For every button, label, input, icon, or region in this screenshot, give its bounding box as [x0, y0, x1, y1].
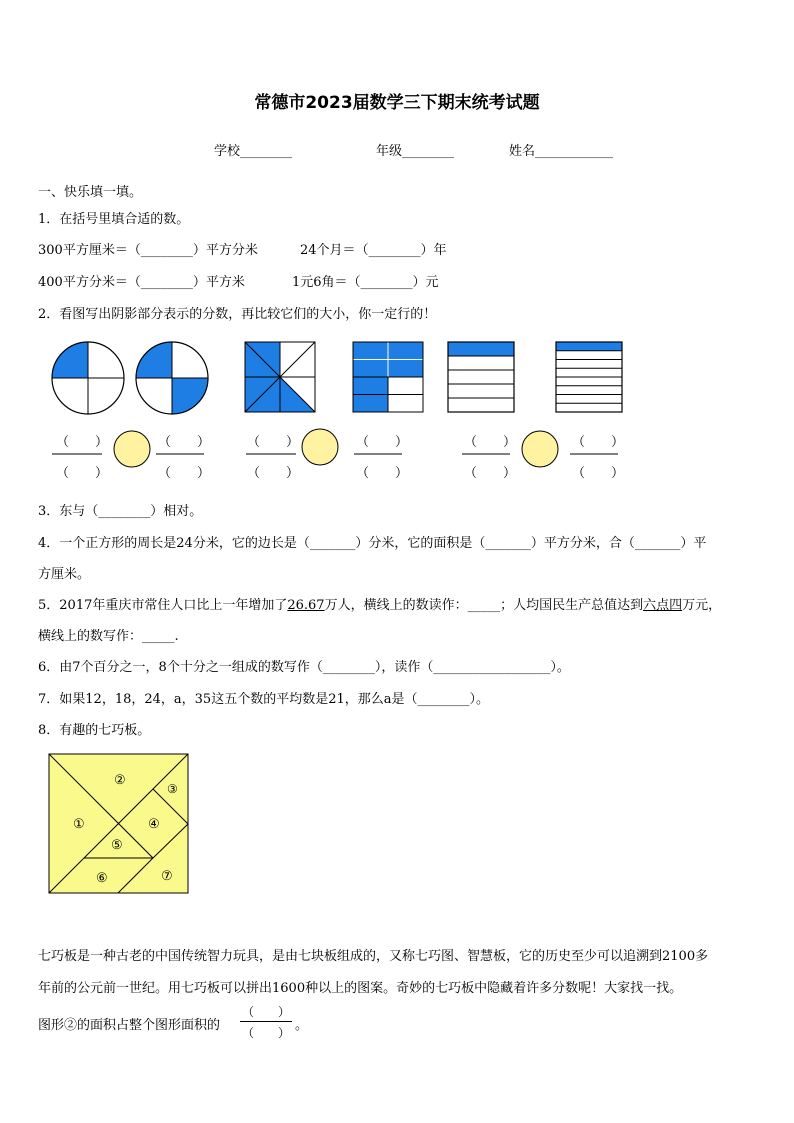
fraction-numerator[interactable]: （ ） [247, 435, 300, 450]
fraction-denominator[interactable]: （ ） [572, 466, 625, 481]
fraction-numerator[interactable]: （ ） [464, 435, 517, 450]
q3[interactable]: 3．东与（________）相对。 [38, 504, 203, 519]
q7[interactable]: 7．如果12，18，24，a，35这五个数的平均数是21，那么a是（________）。 [38, 692, 489, 707]
q1-line1a[interactable]: 300平方厘米＝（________）平方分米 [38, 243, 258, 258]
page-title: 常德市2023届数学三下期末统考试题 [254, 93, 540, 113]
tangram-label-2: ② [114, 773, 126, 788]
fraction-denominator[interactable]: （ ） [356, 466, 409, 481]
fraction-numerator[interactable]: （ ） [56, 435, 109, 450]
q5-line2[interactable]: 横线上的数写作：_____. [38, 629, 179, 644]
name-field[interactable]: 姓名____________ [509, 144, 614, 159]
q4-line2: 方厘米。 [38, 567, 91, 582]
q5-part3: 万元， [682, 598, 722, 613]
q8-stem: 8．有趣的七巧板。 [38, 723, 151, 738]
q8-paragraph-2: 年前的公元前一世纪。用七巧板可以拼出1600种以上的图案。奇妙的七巧板中隐藏着许多分数呢！大家找一找。 [38, 981, 683, 996]
section-heading: 一、快乐填一填。 [38, 185, 143, 200]
tangram-label-5: ⑤ [111, 838, 123, 853]
fraction-numerator[interactable]: （ ） [158, 435, 211, 450]
school-field[interactable]: 学校________ [214, 144, 293, 159]
fraction-numerator[interactable]: （ ） [356, 435, 409, 450]
q4-line1[interactable]: 4．一个正方形的周长是24分米，它的边长是（_______）分米，它的面积是（_______）平方分米，合（_______）平 [38, 536, 707, 551]
fraction-denominator[interactable]: （ ） [464, 466, 517, 481]
square-figure-triangles [245, 342, 315, 412]
q8-fraction-bar [240, 1021, 292, 1022]
q8-fraction-numerator[interactable]: （ ） [241, 1005, 290, 1019]
grid-figure [353, 342, 423, 412]
q1-line2a[interactable]: 400平方分米＝（________）平方米 [38, 275, 245, 290]
q2-stem: 2．看图写出阴影部分表示的分数，再比较它们的大小，你一定行的！ [38, 307, 437, 322]
circle-figure-2 [136, 342, 208, 414]
fraction-denominator[interactable]: （ ） [56, 466, 109, 481]
fraction-denominator[interactable]: （ ） [247, 466, 300, 481]
q8-question-end: 。 [295, 1018, 309, 1033]
tangram-label-3: ③ [167, 782, 178, 796]
q5-part2: 万人，横线上的数读作：_____；人均国民生产总值达到 [324, 598, 644, 613]
circle-figure-1 [52, 342, 124, 414]
compare-circle-3[interactable] [522, 431, 558, 467]
tangram-label-6: ⑥ [96, 871, 108, 886]
q8-question: 图形②的面积占整个图形面积的 [38, 1018, 221, 1033]
grade-field[interactable]: 年级________ [376, 144, 455, 159]
tangram-label-7: ⑦ [161, 869, 173, 884]
compare-circle-1[interactable] [114, 431, 150, 467]
fraction-denominator[interactable]: （ ） [158, 466, 211, 481]
q1-line1b[interactable]: 24个月＝（________）年 [300, 243, 447, 258]
q5-line1[interactable] [38, 594, 721, 613]
q8-paragraph-1: 七巧板是一种古老的中国传统智力玩具，是由七块板组成的，又称七巧图、智慧板，它的历史至少可以追溯到2100多 [38, 949, 709, 964]
q6[interactable]: 6．由7个百分之一，8个十分之一组成的数写作（________），读作（__________________）。 [38, 660, 570, 675]
q5-part1: 5．2017年重庆市常住人口比上一年增加了 [38, 598, 288, 613]
fraction-numerator[interactable]: （ ） [572, 435, 625, 450]
q8-fraction-denominator[interactable]: （ ） [241, 1026, 290, 1040]
compare-circle-2[interactable] [302, 429, 338, 465]
q1-line2b[interactable]: 1元6角＝（________）元 [292, 275, 439, 290]
stripe-figure-2 [556, 342, 622, 412]
tangram-figure [48, 753, 190, 895]
stripe-figure-1 [448, 342, 514, 412]
q1-stem: 1．在括号里填合适的数。 [38, 212, 190, 227]
q5-number: 26.67 [287, 598, 325, 613]
tangram-label-1: ① [73, 817, 85, 832]
tangram-label-4: ④ [148, 817, 160, 832]
q5-number2: 六点四 [643, 598, 683, 613]
